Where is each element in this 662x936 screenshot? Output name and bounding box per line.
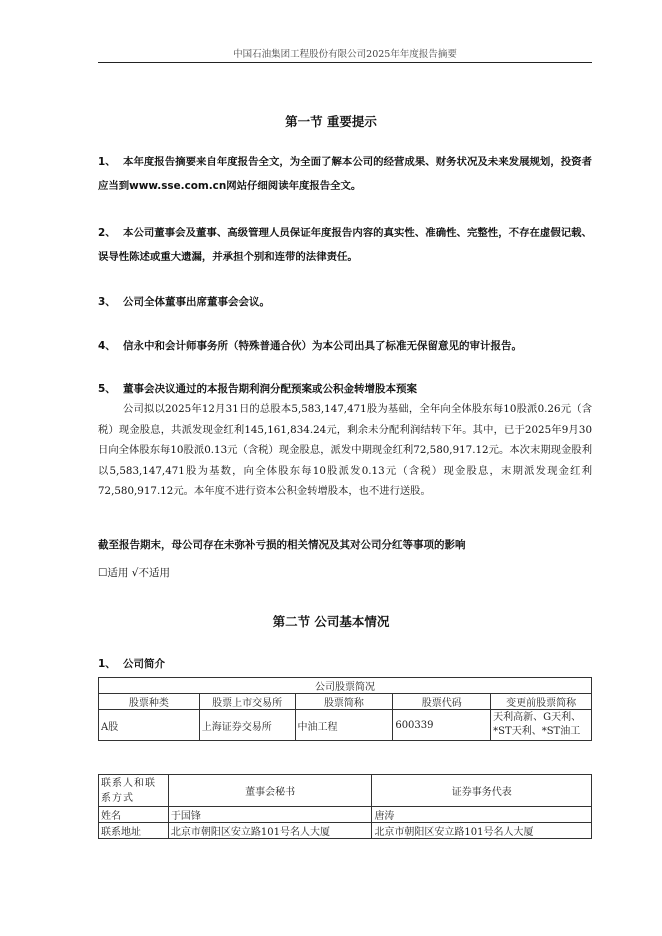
notice-item-5-number: 5、 bbox=[98, 383, 116, 395]
stock-header-short-name: 股票简称 bbox=[295, 694, 393, 710]
notice-item-1 bbox=[98, 151, 592, 198]
notice-item-2-text: 本公司董事会及董事、高级管理人员保证年度报告内容的真实性、准确性、完整性，不存在虚假记载、误导性陈述或重大遗漏，并承担个别和连带的法律责任。 bbox=[98, 227, 592, 263]
notice-item-4-number: 4、 bbox=[98, 340, 116, 352]
secretary-address: 北京市朝阳区安立路101号名人大厦 bbox=[168, 823, 372, 839]
contact-info-table bbox=[98, 774, 592, 839]
contact-row-name-label: 姓名 bbox=[99, 807, 169, 823]
table-row bbox=[99, 807, 592, 823]
stock-header-former-name: 变更前股票简称 bbox=[491, 694, 592, 710]
secretary-name: 于国锋 bbox=[168, 807, 372, 823]
section-2-title: 第二节 公司基本情况 bbox=[272, 614, 390, 629]
stock-overview-table bbox=[98, 677, 592, 741]
table-row bbox=[99, 823, 592, 839]
representative-name: 唐涛 bbox=[372, 807, 592, 823]
notice-item-2-number: 2、 bbox=[98, 227, 116, 239]
applicability-checkbox-line: ☐适用 √不适用 bbox=[98, 567, 170, 579]
notice-item-3-number: 3、 bbox=[98, 296, 116, 308]
notice-item-5 bbox=[98, 382, 592, 396]
contact-header-label: 联系人和联系方式 bbox=[99, 775, 169, 807]
company-profile-heading bbox=[98, 657, 592, 671]
page-header: 中国石油集团工程股份有限公司2025年年度报告摘要 bbox=[233, 49, 457, 60]
section-1-title: 第一节 重要提示 bbox=[285, 114, 377, 129]
header-divider bbox=[98, 62, 592, 63]
notice-item-1-text: 本年度报告摘要来自年度报告全文，为全面了解本公司的经营成果、财务状况及未来发展规划，投资者应当到www.sse.com.cn网站仔细阅读年度报告全文。 bbox=[98, 156, 592, 192]
notice-item-4-text: 信永中和会计师事务所（特殊普通合伙）为本公司出具了标准无保留意见的审计报告。 bbox=[123, 340, 522, 352]
notice-item-2 bbox=[98, 222, 592, 269]
contact-row-address-label: 联系地址 bbox=[99, 823, 169, 839]
notice-item-3-text: 公司全体董事出席董事会会议。 bbox=[123, 296, 270, 308]
stock-header-type: 股票种类 bbox=[99, 694, 200, 710]
representative-address: 北京市朝阳区安立路101号名人大厦 bbox=[372, 823, 592, 839]
contact-header-secretary: 董事会秘书 bbox=[168, 775, 372, 807]
company-profile-number: 1、 bbox=[98, 658, 116, 670]
stock-cell-code: 600339 bbox=[393, 710, 491, 741]
deficit-heading: 截至报告期末，母公司存在未弥补亏损的相关情况及其对公司分红等事项的影响 bbox=[98, 539, 466, 551]
stock-header-exchange: 股票上市交易所 bbox=[199, 694, 295, 710]
notice-item-3 bbox=[98, 295, 592, 309]
notice-item-4 bbox=[98, 339, 592, 353]
stock-header-code: 股票代码 bbox=[393, 694, 491, 710]
notice-item-1-number: 1、 bbox=[98, 156, 116, 168]
stock-cell-type: A股 bbox=[99, 710, 200, 741]
contact-header-representative: 证券事务代表 bbox=[372, 775, 592, 807]
notice-item-5-text: 董事会决议通过的本报告期利润分配预案或公积金转增股本预案 bbox=[123, 383, 417, 395]
stock-cell-former-name: 天利高新、G天利、*ST天利、*ST油工 bbox=[491, 710, 592, 741]
stock-table-caption: 公司股票简况 bbox=[99, 678, 592, 694]
stock-cell-exchange: 上海证券交易所 bbox=[199, 710, 295, 741]
dividend-plan-paragraph: 公司拟以2025年12月31日的总股本5,583,147,471股为基础，全年向全体股东每10股派0.26元（含税）现金股息，共派发现金红利145,161,834.24元，剩余未分配利润结转下年。其中，已于2025年9月30日向全体股东每10股派0.13元（含税）现金股息，派发中期现金红利72,580,917.12元。本次末期现金股利以5,583,147,471股为基数，向全体股东每10股派发0.13元（含税）现金股息，末期派发现金红利72,580,917.12元。本年度不进行资本公积金转增股本，也不进行送股。 bbox=[98, 403, 592, 497]
stock-cell-short-name: 中油工程 bbox=[295, 710, 393, 741]
company-profile-title: 公司简介 bbox=[123, 658, 165, 670]
